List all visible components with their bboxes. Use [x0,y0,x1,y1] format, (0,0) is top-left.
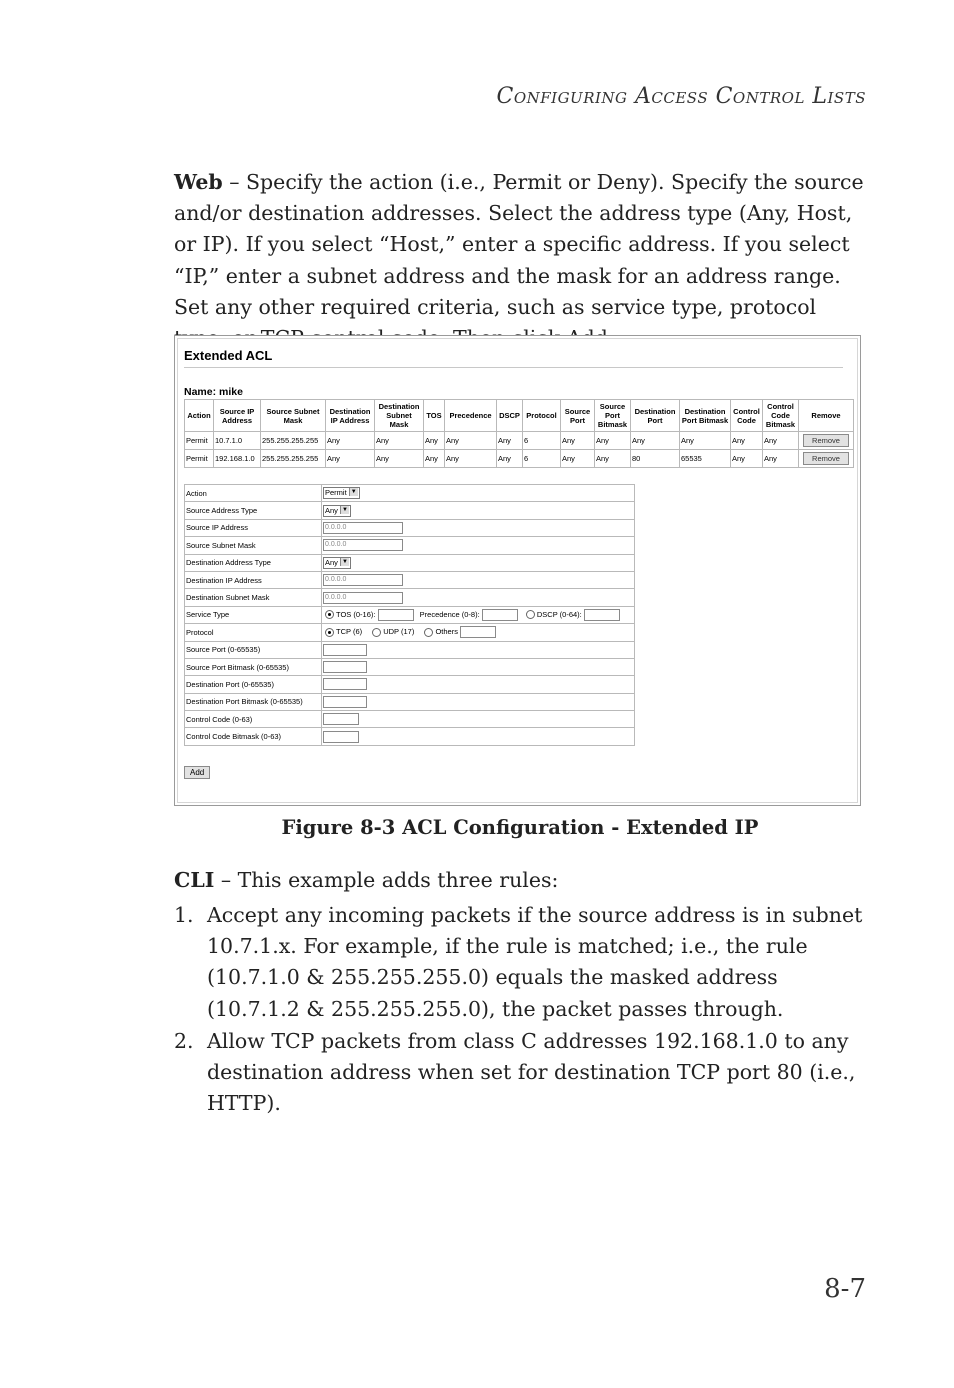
figure-caption: Figure 8-3 ACL Configuration - Extended IP [281,816,759,839]
source-mask-input[interactable]: 0.0.0.0 [323,539,403,551]
table-cell: 10.7.1.0 [214,432,261,450]
udp-label: UDP (17) [383,627,415,637]
table-cell: Any [445,432,497,450]
table-cell: Any [445,450,497,468]
form-value-cell [322,519,635,536]
form-label: Source Port (0-65535) [185,641,322,658]
column-header: Control Code [731,400,763,432]
column-header: TOS [424,400,445,432]
destination-mask-input[interactable]: 0.0.0.0 [323,592,403,604]
form-value-cell [322,554,635,571]
udp-radio[interactable] [372,628,381,637]
form-label: Service Type [185,606,322,623]
form-row-control-code [185,711,635,728]
form-value-cell [322,571,635,588]
form-label: Destination Port Bitmask (0-65535) [185,693,322,710]
form-row-destination-address-type [185,554,635,571]
column-header: Remove [799,400,854,432]
table-cell: Any [763,450,799,468]
control-code-input[interactable] [323,713,359,725]
column-header: Action [185,400,214,432]
source-address-type-select[interactable] [323,505,351,517]
form-value-cell [322,485,635,502]
form-row-service-type [185,606,635,623]
tcp-label: TCP (6) [336,627,363,637]
source-address-type-value: Any [325,505,338,515]
destination-address-type-value: Any [325,557,338,567]
dscp-radio[interactable] [526,610,535,619]
figure-title: Extended ACL [184,348,273,363]
form-label: Source Port Bitmask (0-65535) [185,658,322,675]
form-label: Destination Subnet Mask [185,589,322,606]
table-cell: Any [561,450,595,468]
form-label: Destination IP Address [185,571,322,588]
remove-button[interactable]: Remove [803,434,849,447]
intro-lead: Web [174,170,223,194]
table-cell: Permit [185,450,214,468]
running-head: Configuring Access Control Lists [496,84,866,109]
list-text: Accept any incoming packets if the source address is in subnet 10.7.1.x. For example, if the rule is matched; i.e., the rule (10.7.1.0 & 255.255.255.0) equals the masked address (10.7.1.2 & 255.255.255.0), the packet passes through. [207,903,863,1021]
precedence-label: Precedence (0-8): [419,609,480,619]
table-cell: Any [595,432,631,450]
form-row-destination-port [185,676,635,693]
remove-cell [799,450,854,468]
form-row-source-mask [185,537,635,554]
destination-address-type-select[interactable] [323,557,351,569]
column-header: Source IP Address [214,400,261,432]
destination-port-bitmask-input[interactable] [323,696,367,708]
form-value-cell [322,589,635,606]
column-header: Destination Port Bitmask [680,400,731,432]
form-row-source-port-bitmask [185,658,635,675]
table-cell: 6 [523,432,561,450]
table-cell: Any [424,450,445,468]
form-value-cell [322,658,635,675]
form-value-cell [322,537,635,554]
table-cell: Any [497,432,523,450]
column-header: Destination IP Address [326,400,375,432]
list-item [174,1026,866,1120]
chevron-down-icon: ▼ [349,488,358,496]
form-label: Control Code Bitmask (0-63) [185,728,322,745]
table-cell: 192.168.1.0 [214,450,261,468]
remove-button[interactable]: Remove [803,452,849,465]
form-value-cell [322,728,635,745]
source-ip-input[interactable]: 0.0.0.0 [323,522,403,534]
list-text: Allow TCP packets from class C addresses 192.168.1.0 to any destination address when set for destination TCP port 80 (i.e., HTTP). [207,1029,856,1116]
control-code-bitmask-input[interactable] [323,731,359,743]
tos-input[interactable] [378,609,414,621]
cli-lead: CLI [174,868,215,892]
destination-ip-input[interactable]: 0.0.0.0 [323,574,403,586]
chevron-down-icon: ▼ [340,506,349,514]
acl-rules-table [184,399,854,468]
tos-label: TOS (0-16): [336,609,376,619]
dscp-input[interactable] [584,609,620,621]
form-row-source-address-type [185,502,635,519]
table-cell: 6 [523,450,561,468]
form-label: Destination Address Type [185,554,322,571]
table-header-row [185,400,854,432]
form-row-destination-mask [185,589,635,606]
acl-name: Name: mike [184,386,243,398]
chevron-down-icon: ▼ [340,558,349,566]
form-label: Destination Port (0-65535) [185,676,322,693]
form-row-control-code-bitmask [185,728,635,745]
table-row [185,432,854,450]
table-cell: Any [731,450,763,468]
column-header: Precedence [445,400,497,432]
column-header: DSCP [497,400,523,432]
cli-text: – This example adds three rules: [214,868,559,892]
form-value-cell [322,711,635,728]
form-value-cell [322,641,635,658]
table-cell: 255.255.255.255 [261,450,326,468]
source-port-bitmask-input[interactable] [323,661,367,673]
table-cell: Any [731,432,763,450]
form-label: Source Address Type [185,502,322,519]
precedence-input[interactable] [482,609,518,621]
column-header: Destination Subnet Mask [375,400,424,432]
form-value-cell [322,502,635,519]
form-value-cell [322,676,635,693]
list-number: 2. [174,1029,194,1053]
source-port-input[interactable] [323,644,367,656]
tos-radio[interactable] [325,610,334,619]
table-cell: Any [497,450,523,468]
tcp-radio[interactable] [325,628,334,637]
column-header: Source Port [561,400,595,432]
destination-port-input[interactable] [323,678,367,690]
table-cell: Permit [185,432,214,450]
table-cell: 255.255.255.255 [261,432,326,450]
others-protocol-input[interactable] [460,626,496,638]
list-number: 1. [174,903,194,927]
list-item [174,900,866,1025]
column-header: Destination Port [631,400,680,432]
form-row-action [185,485,635,502]
others-label: Others [435,627,458,637]
column-header: Protocol [523,400,561,432]
column-header: Control Code Bitmask [763,400,799,432]
table-cell: Any [631,432,680,450]
form-label: Control Code (0-63) [185,711,322,728]
table-cell: Any [326,432,375,450]
others-radio[interactable] [424,628,433,637]
form-label: Action [185,485,322,502]
form-row-destination-ip [185,571,635,588]
cli-paragraph [174,865,866,896]
form-label: Source Subnet Mask [185,537,322,554]
table-cell: Any [595,450,631,468]
add-button[interactable]: Add [184,766,210,779]
form-value-cell [322,624,635,641]
intro-paragraph [174,167,866,354]
intro-text: – Specify the action (i.e., Permit or Deny). Specify the source and/or destination addresses. Select the address type (Any, Host, or IP). If you select “Host,” enter a specific address. If you select “IP,” enter a subnet address and the mask for an address range. Set any other required criteria, such as service type, protocol [174,170,864,319]
page-number: 8-7 [824,1274,866,1304]
form-label: Protocol [185,624,322,641]
table-cell: Any [763,432,799,450]
acl-entry-form [184,484,635,746]
dscp-label: DSCP (0-64): [536,609,582,619]
table-cell: Any [561,432,595,450]
column-header: Source Subnet Mask [261,400,326,432]
divider [184,367,843,368]
form-row-source-port [185,641,635,658]
table-cell: 80 [631,450,680,468]
table-cell: Any [680,432,731,450]
remove-cell [799,432,854,450]
form-row-source-ip [185,519,635,536]
form-value-cell [322,606,635,623]
action-select-value: Permit [325,488,347,498]
form-row-protocol [185,624,635,641]
table-cell: Any [375,432,424,450]
form-value-cell [322,693,635,710]
column-header: Source Port Bitmask [595,400,631,432]
action-select[interactable] [323,487,360,499]
table-cell: Any [375,450,424,468]
form-label: Source IP Address [185,519,322,536]
table-row [185,450,854,468]
acl-figure [174,335,861,806]
form-row-destination-port-bitmask [185,693,635,710]
table-cell: Any [326,450,375,468]
table-cell: 65535 [680,450,731,468]
table-cell: Any [424,432,445,450]
